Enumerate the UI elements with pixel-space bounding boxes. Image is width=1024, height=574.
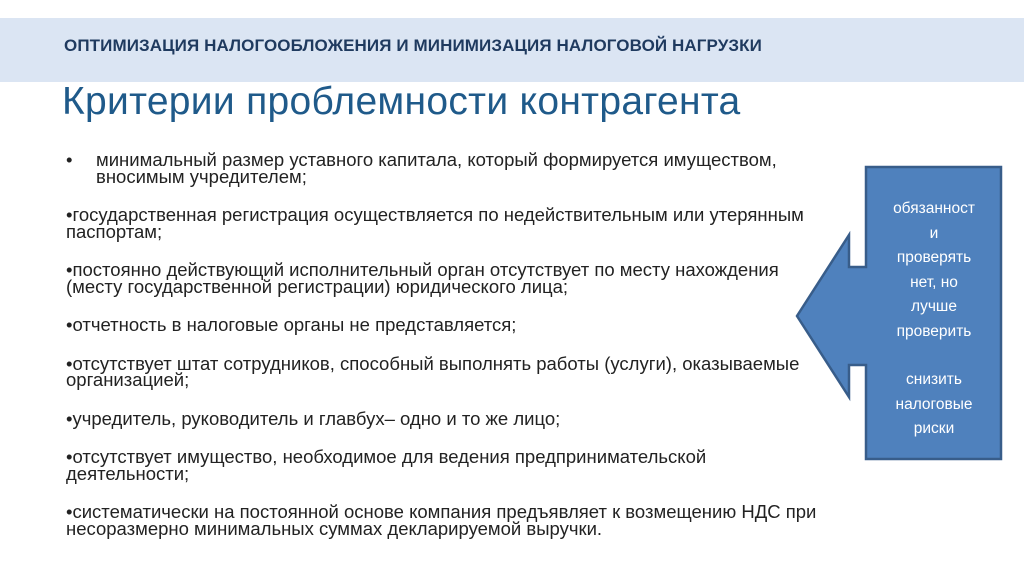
- list-item-text: •отчетность в налоговые органы не представляется;: [66, 314, 517, 335]
- callout-line: риски: [913, 420, 955, 437]
- callout-spacer: [868, 344, 1000, 368]
- callout-line: снизить: [906, 371, 962, 388]
- list-item-text: •отсутствует штат сотрудников, способный выполнять работы (услуги), оказываемые организацией;: [66, 352, 800, 390]
- list-item-text: минимальный размер уставного капитала, который формируется имуществом, вносимым учредителем;: [96, 149, 777, 187]
- callout-line: обязанност: [893, 200, 975, 217]
- list-item-text: •систематически на постоянной основе компания предъявляет к возмещению НДС при несоразмерно минимальных суммах декларируемой выручки.: [66, 501, 817, 539]
- list-item-text: •учредитель, руководитель и главбух– одно и то же лицо;: [66, 407, 561, 429]
- callout-text: [868, 197, 1000, 442]
- slide-title: Критерии проблемности контрагента: [62, 80, 741, 123]
- callout-line: лучше: [911, 298, 957, 315]
- bullet-icon: •: [66, 149, 73, 170]
- callout-line: нет, но: [910, 273, 958, 291]
- list-item-text: •отсутствует имущество, необходимое для ведения предпринимательской деятельности;: [66, 446, 707, 484]
- callout-line: и: [929, 224, 939, 242]
- callout-line: проверить: [896, 322, 972, 340]
- list-item-text: •государственная регистрация осуществляется по недействительным или утерянным паспортам;: [66, 204, 804, 242]
- list-item-text: •постоянно действующий исполнительный орган отсутствует по месту нахождения (месту государственной регистрации) юридического лица;: [66, 259, 779, 297]
- callout-line: проверять: [896, 249, 972, 266]
- callout-line: налоговые: [895, 395, 973, 413]
- header-title: ОПТИМИЗАЦИЯ НАЛОГООБЛОЖЕНИЯ И МИНИМИЗАЦИЯ НАЛОГОВОЙ НАГРУЗКИ: [64, 36, 762, 55]
